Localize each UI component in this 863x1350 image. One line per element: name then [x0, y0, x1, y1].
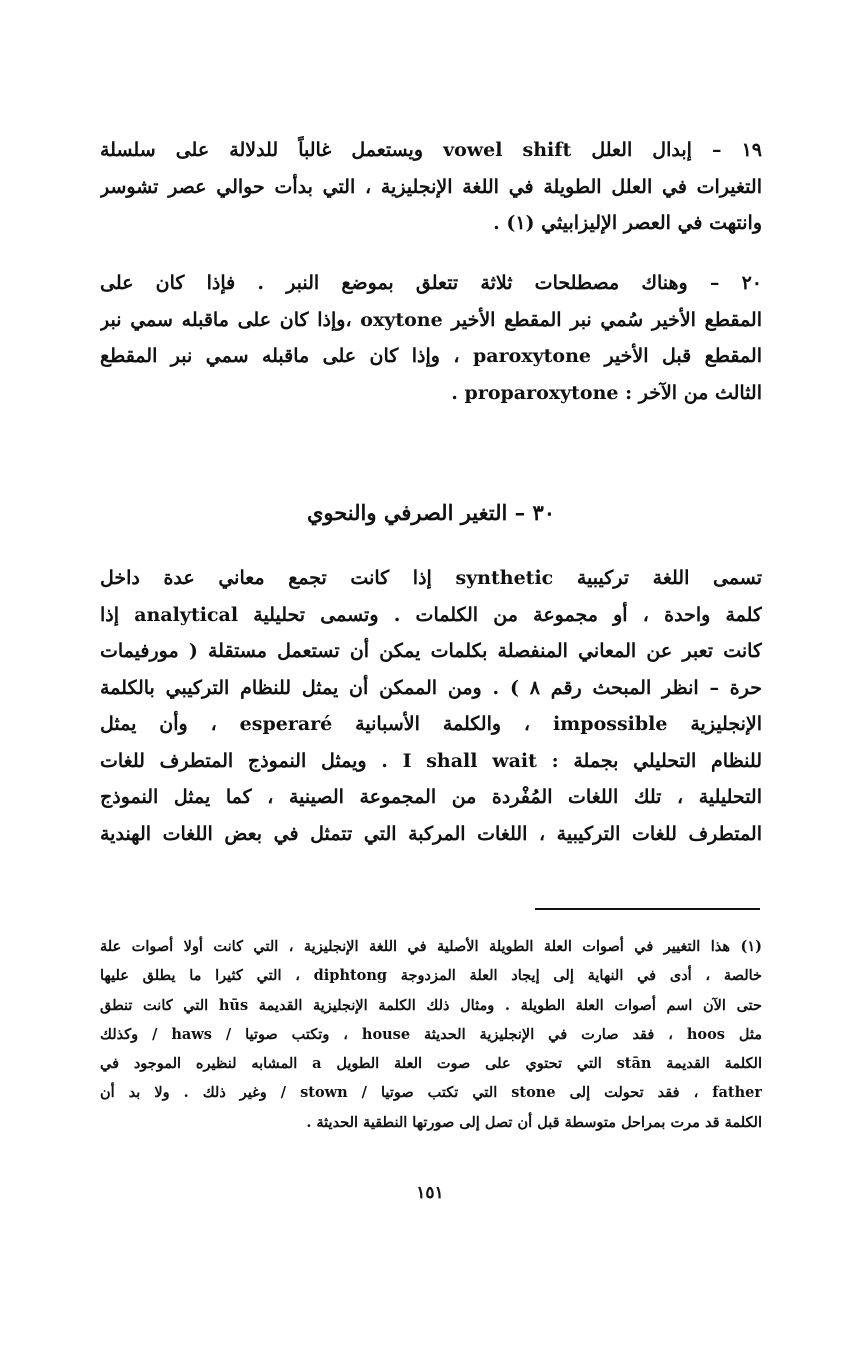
text-line: تسمى اللغة تركيبية synthetic إذا كانت تجمع معاني عدة داخل — [100, 567, 762, 589]
footnote-line: (١) هذا التغيير في أصوات العلة الطويلة الأصلية في اللغة الإنجليزية ، التي كانت أولا أصوات علة — [100, 938, 762, 955]
text-line: حرة – انظر المبحث رقم ٨ ) . ومن الممكن أن يمثل للنظام التركيبي بالكلمة — [100, 676, 762, 699]
text-line: المقطع قبل الأخير paroxytone ، وإذا كان على ماقبله سمي نبر المقطع — [100, 345, 762, 367]
footnote-line: حتى الآن اسم أصوات العلة الطويلة . ومثال ذلك الكلمة الإنجليزية القديمة hūs التي كانت تنطق — [100, 996, 762, 1014]
paragraph-30 — [100, 560, 762, 852]
text-line: التحليلية ، تلك اللغات المُفْردة من المجموعة الصينية ، كما يمثل النموذج — [100, 786, 762, 808]
footnote-line: الكلمة القديمة stān التي تحتوي على صوت العلة الطويل a المشابه لنظيره الموجود في — [100, 1055, 762, 1073]
text-line: المتطرف للغات التركيبية ، اللغات المركبة التي تتمثل في بعض اللغات الهندية — [100, 822, 762, 845]
paragraph-19 — [100, 132, 762, 242]
footnote-line: father ، فقد تحولت إلى stone التي تكتب صوتيا / stown / وغير ذلك . ولا بد أن — [100, 1084, 762, 1102]
footnote — [100, 932, 762, 1137]
page-number: ١٥١ — [416, 1183, 444, 1203]
text-line: التغيرات في العلل الطويلة في اللغة الإنجليزية ، التي بدأت حوالي عصر تشوسر — [100, 175, 762, 198]
footnote-line: مثل hoos ، فقد صارت في الإنجليزية الحديثة house ، وتكتب صوتيا / haws / وكذلك — [100, 1025, 762, 1043]
paragraph-20 — [100, 265, 762, 411]
text-line: الثالث من الآخر : proparoxytone . — [451, 381, 762, 404]
text-line: كلمة واحدة ، أو مجموعة من الكلمات . وتسمى تحليلية analytical إذا — [100, 603, 762, 626]
footnote-separator — [535, 908, 760, 910]
footnote-line: خالصة ، أدى في النهاية إلى إيجاد العلة المزدوجة diphtong ، التي كثيرا ما يطلق عليها — [100, 967, 762, 985]
section-heading: ٣٠ – التغير الصرفي والنحوي — [306, 500, 556, 525]
text-line: للنظام التحليلي بجملة : I shall wait . ويمثل النموذج المتطرف للغات — [100, 749, 762, 772]
footnote-line: الكلمة قد مرت بمراحل متوسطة قبل أن تصل إلى صورتها النطقية الحديثة . — [306, 1113, 762, 1131]
text-line: وانتهت في العصر الإليزابيثي (١) . — [493, 212, 762, 234]
text-line: ٢٠ – وهناك مصطلحات ثلاثة تتعلق بموضع النبر . فإذا كان على — [100, 272, 762, 294]
text-line: المقطع الأخير سُمي نبر المقطع الأخير oxytone ،وإذا كان على ماقبله سمي نبر — [100, 308, 762, 331]
text-line: كانت تعبر عن المعاني المنفصلة بكلمات يمكن أن تستعمل مستقلة ( مورفيمات — [100, 640, 762, 662]
text-line: الإنجليزية impossible ، والكلمة الأسبانية esperaré ، وأن يمثل — [100, 713, 762, 735]
text-line: ١٩ – إبدال العلل vowel shift ويستعمل غالباً للدلالة على سلسلة — [100, 139, 762, 161]
